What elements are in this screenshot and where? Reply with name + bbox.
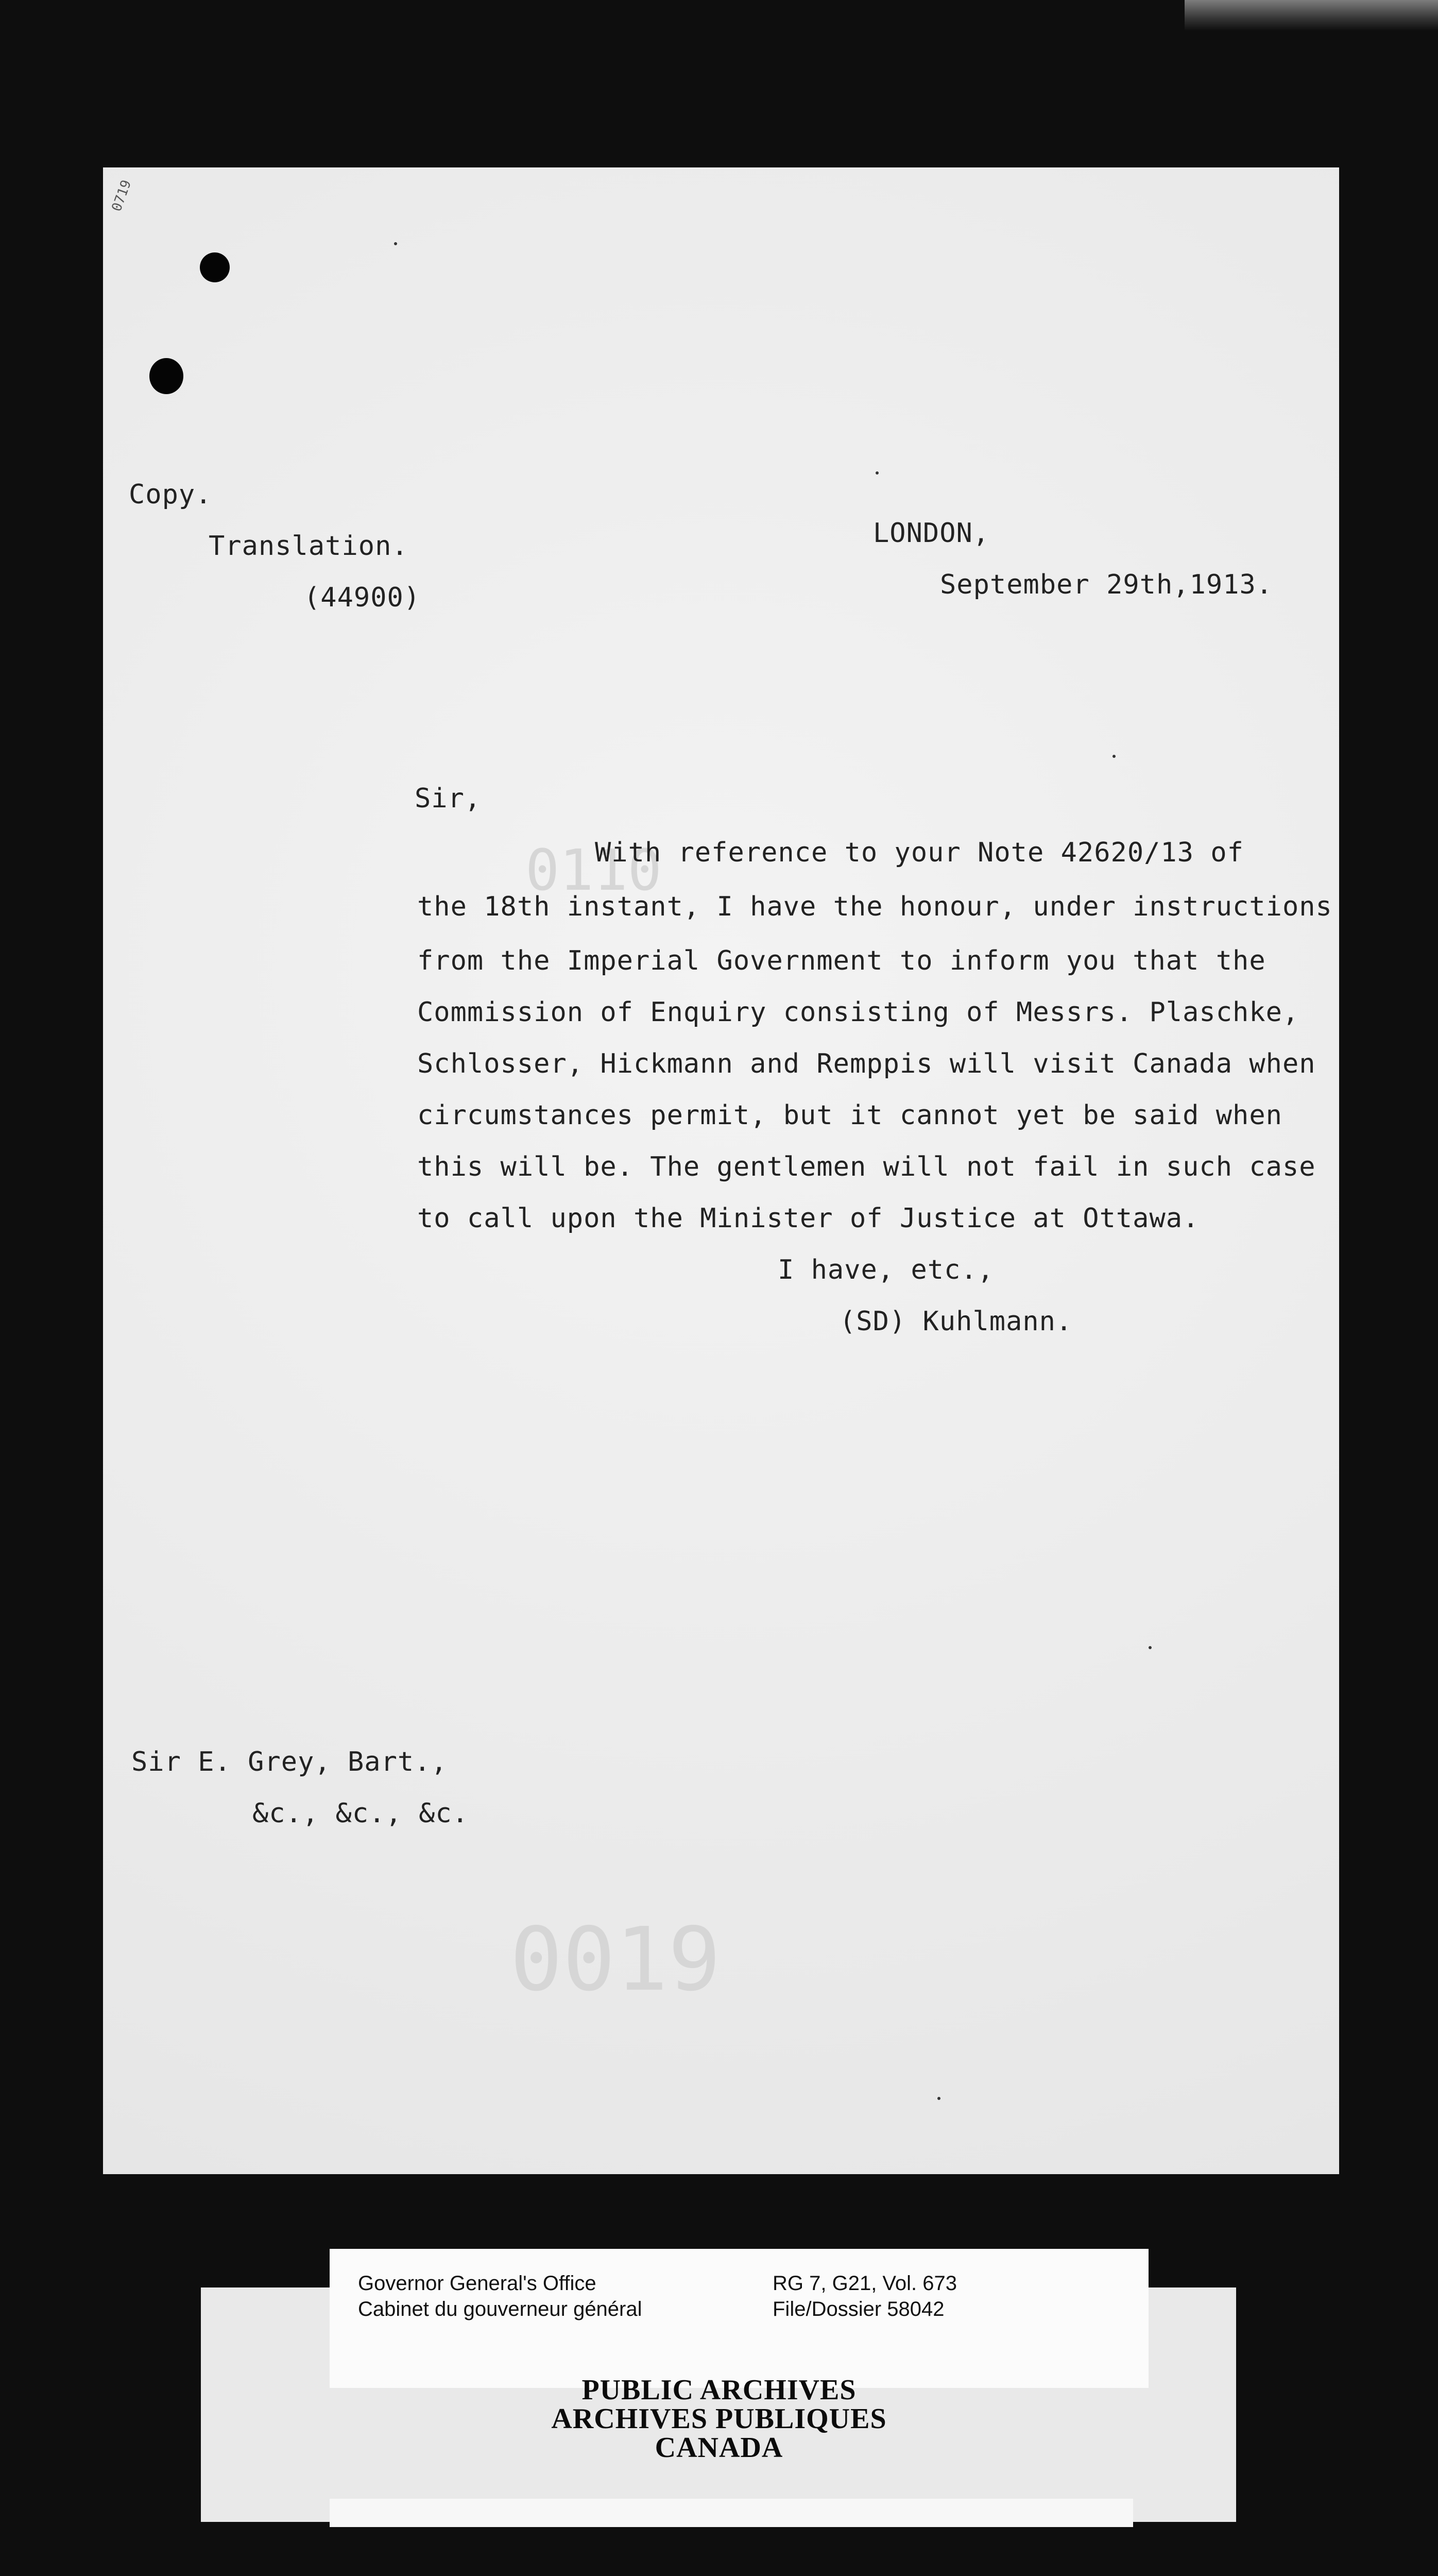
body-line: circumstances permit, but it cannot yet be said when (417, 1100, 1282, 1131)
punch-hole-top (200, 252, 230, 282)
bleed-through-number: 0110 (525, 837, 662, 903)
archive-stamp-line1: PUBLIC ARCHIVES (581, 2374, 857, 2406)
office-english: Governor General's Office (358, 2272, 596, 2295)
date-line: September 29th,1913. (940, 569, 1273, 600)
body-line: to call upon the Minister of Justice at Ottawa. (417, 1203, 1200, 1234)
record-group: RG 7, G21, Vol. 673 (773, 2272, 957, 2295)
speck (876, 471, 879, 474)
archive-stamp-line2: ARCHIVES PUBLIQUES (551, 2403, 887, 2435)
archive-reference-card (330, 2249, 1149, 2388)
body-line: With reference to your Note 42620/13 of (595, 837, 1244, 868)
bleed-through-number: 0019 (510, 1909, 721, 2011)
torn-edge (1185, 0, 1438, 31)
addressee-etc: &c., &c., &c. (252, 1798, 469, 1829)
letter-page (103, 167, 1339, 2174)
addressee-name: Sir E. Grey, Bart., (131, 1747, 448, 1777)
copy-label: Copy. (129, 479, 212, 510)
body-line: Schlosser, Hickmann and Remppis will visit Canada when (417, 1048, 1316, 1079)
reference-number: (44900) (304, 582, 421, 613)
punch-hole-bottom (149, 358, 183, 394)
translation-label: Translation. (209, 531, 408, 562)
archive-stamp-line3: CANADA (655, 2432, 783, 2464)
speck (1112, 755, 1116, 758)
speck (1149, 1646, 1152, 1649)
body-line: this will be. The gentlemen will not fail in such case (417, 1151, 1316, 1182)
label-bottom-strip (330, 2499, 1133, 2527)
body-line: from the Imperial Government to inform you that the (417, 945, 1266, 976)
body-line: the 18th instant, I have the honour, under instructions (417, 891, 1332, 922)
office-french: Cabinet du gouverneur général (358, 2298, 642, 2320)
body-line: Commission of Enquiry consisting of Messrs. Plaschke, (417, 997, 1299, 1028)
signature: (SD) Kuhlmann. (840, 1306, 1073, 1337)
speck (937, 2097, 940, 2100)
corner-pencil-mark: 0719 (109, 178, 135, 214)
salutation: Sir, (415, 783, 482, 814)
closing: I have, etc., (778, 1255, 994, 1285)
speck (394, 242, 397, 245)
place-line: LONDON, (873, 518, 990, 549)
file-number: File/Dossier 58042 (773, 2298, 945, 2320)
